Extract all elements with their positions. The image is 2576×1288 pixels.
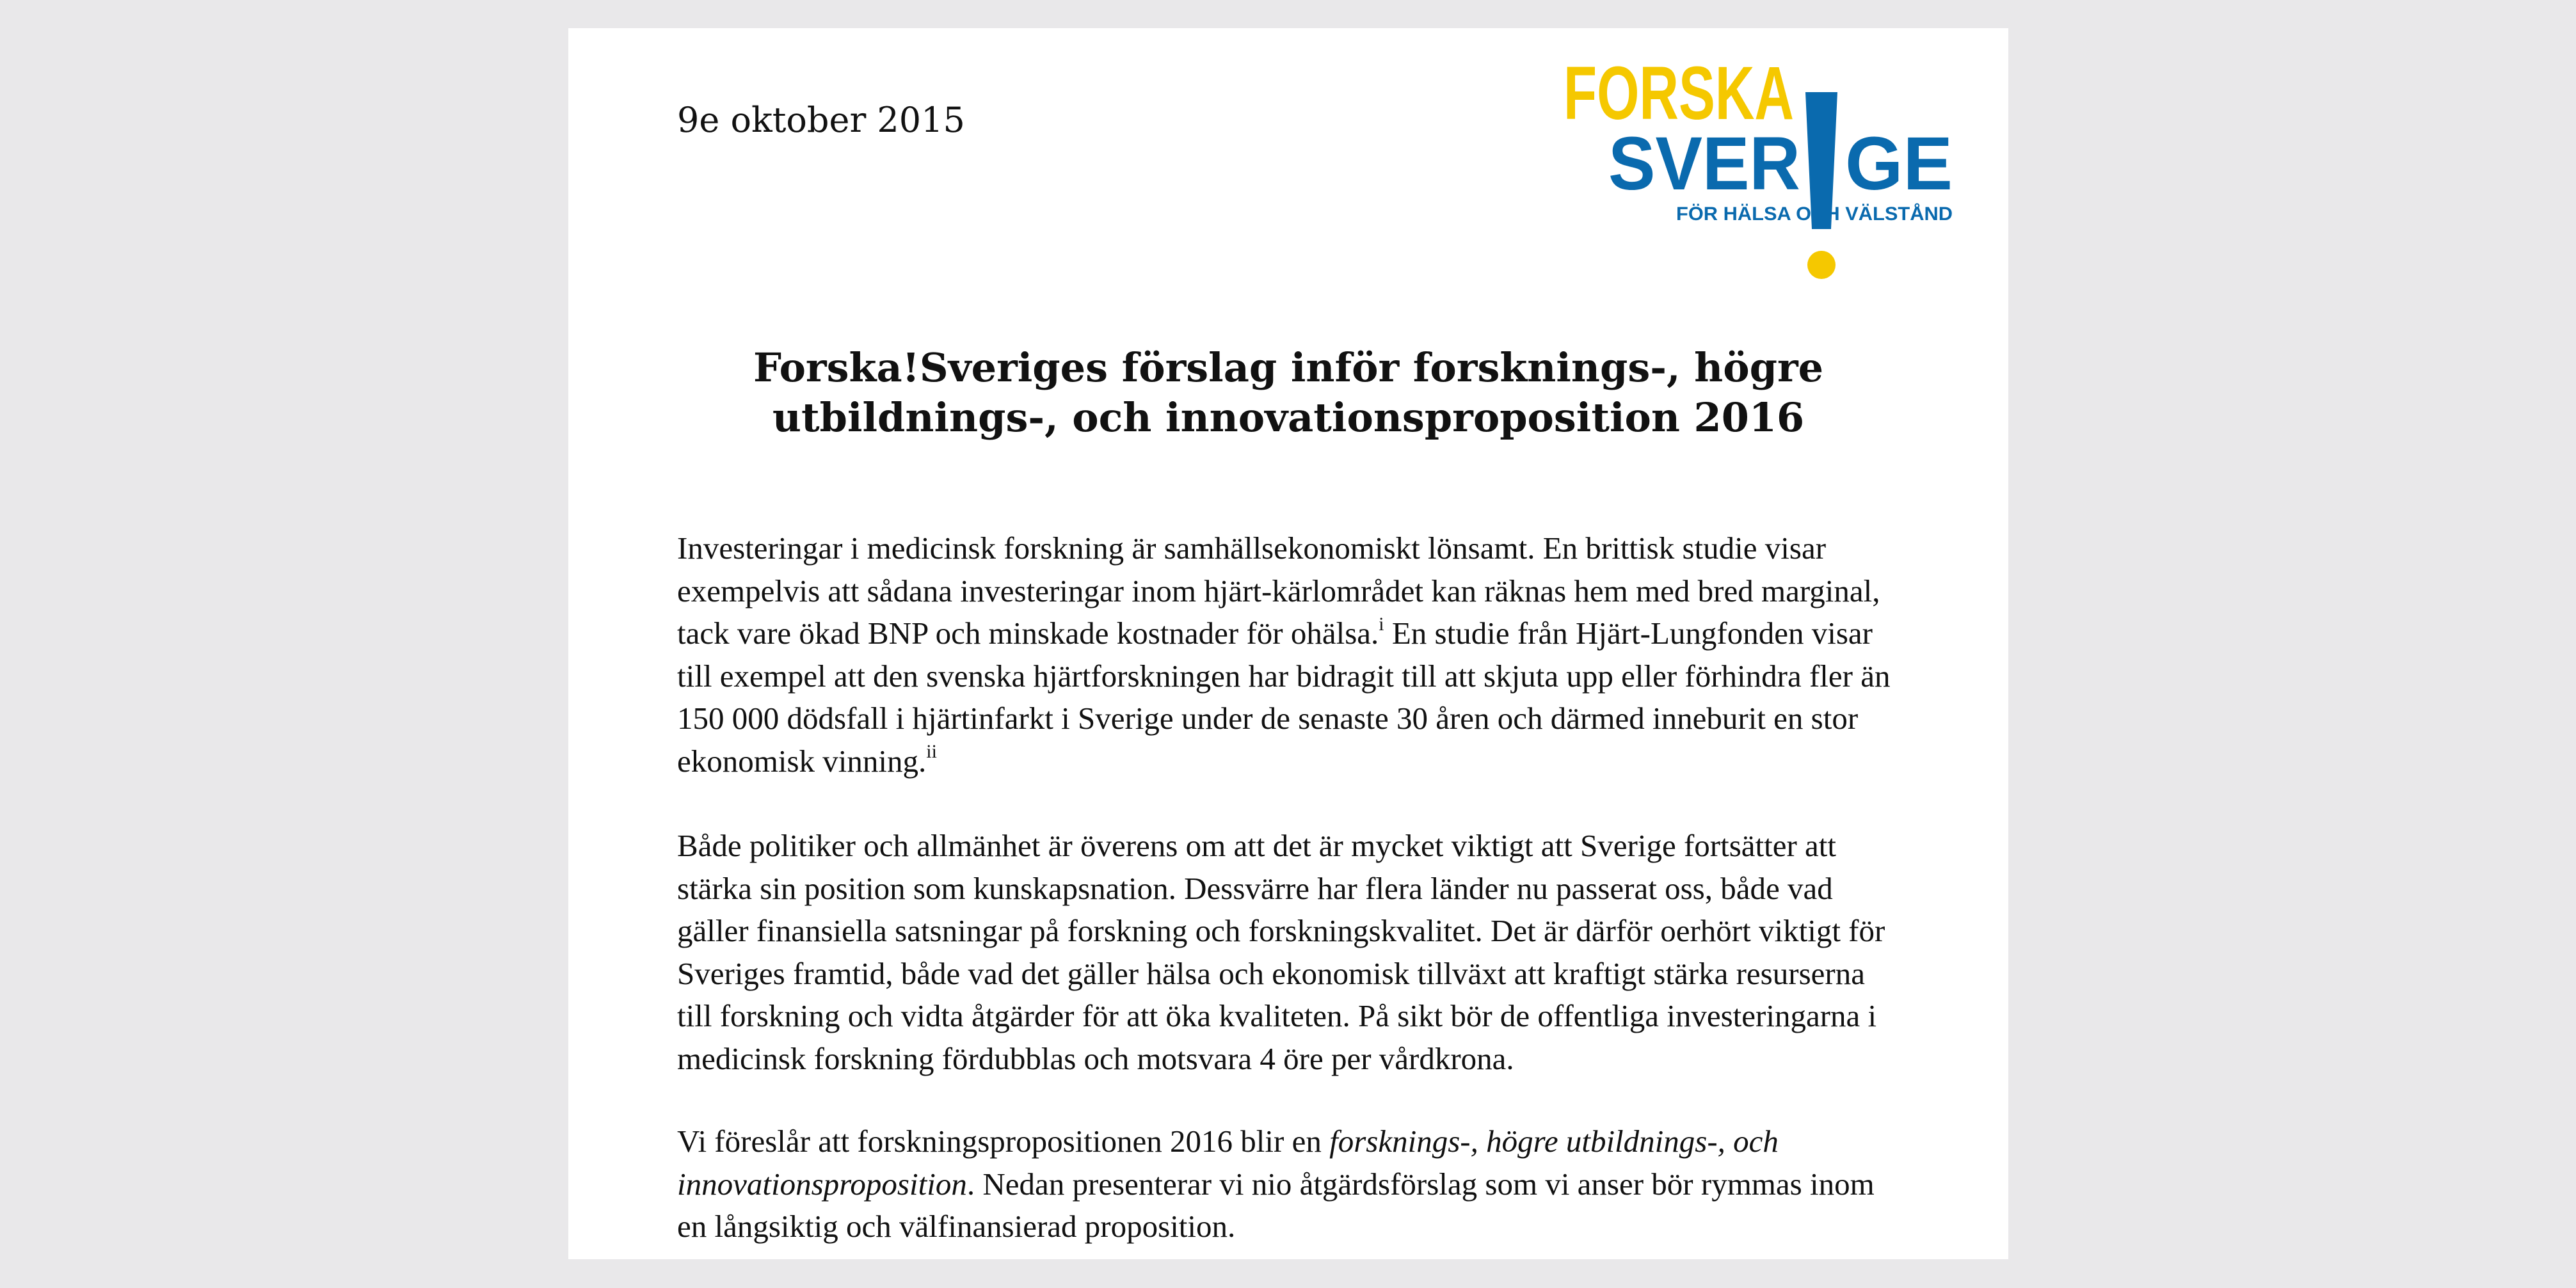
document-page [568,28,2008,1259]
forska-sverige-logo [1564,61,1960,285]
title-line-2: utbildnings-, och innovationsproposition 2016 [772,394,1805,441]
paragraph-3-text-a: Vi föreslår att forskningspropositionen 2016 blir en [677,1124,1330,1159]
footnote-ref-ii[interactable]: ii [926,741,937,763]
paragraph-1 [677,527,1900,783]
paragraph-3-italic: forsknings-, högre utbildnings-, och innovationsproposition [677,1124,1779,1202]
footnote-ref-i[interactable]: i [1379,613,1384,635]
document-date: 9e oktober 2015 [677,100,965,140]
logo-ge-text: GE [1845,122,1953,206]
paragraph-1-text-a: Investeringar i medicinsk forskning är samhällsekonomiskt lönsamt. En brittisk studie visar exempelvis att sådana investeringar inom hjärt-kärlområdet kan räknas hem med bred marginal, tack vare ökad BNP och minskade kostnader för ohälsa. [677,530,1880,651]
paragraph-1-text-b: En studie från Hjärt-Lungfonden visar till exempel att den svenska hjärtforskningen har bidragit till att skjuta upp eller förhindra fler än 150 000 dödsfall i hjärtinfarkt i Sverige under de senaste 30 åren och därmed inneburit en stor ekonomisk vinning. [677,616,1891,779]
logo-sver-text: SVER [1608,122,1800,206]
logo-forska-text: FORSKA [1564,61,1794,136]
document-title [677,343,1900,443]
paragraph-2: Både politiker och allmänhet är överens om att det är mycket viktigt att Sverige fortsätter att stärka sin position som kunskapsnation. Dessvärre har flera länder nu passerat oss, både vad gäller finansiella satsningar på forskning och forskningskvalitet. Det är därför oerhört viktigt för Sveriges framtid, både vad det gäller hälsa och ekonomisk tillväxt att kraftigt stärka resurserna till forskning och vidta åtgärder för att öka kvaliteten. På sikt bör de offentliga investeringarna i medicinsk forskning fördubblas och motsvara 4 öre per vårdkrona. [677,828,1885,1076]
paragraph-3 [677,1120,1900,1248]
title-line-1: Forska!Sveriges förslag inför forsknings-, högre [753,344,1824,391]
logo-exclamation-dot [1807,251,1836,279]
paragraph-3-text-b: . Nedan presenterar vi nio åtgärdsförslag som vi anser bör rymmas inom en långsiktig och välfinansierad proposition. [677,1166,1875,1244]
logo-tagline: FÖR HÄLSA OCH VÄLSTÅND [1676,203,1953,225]
